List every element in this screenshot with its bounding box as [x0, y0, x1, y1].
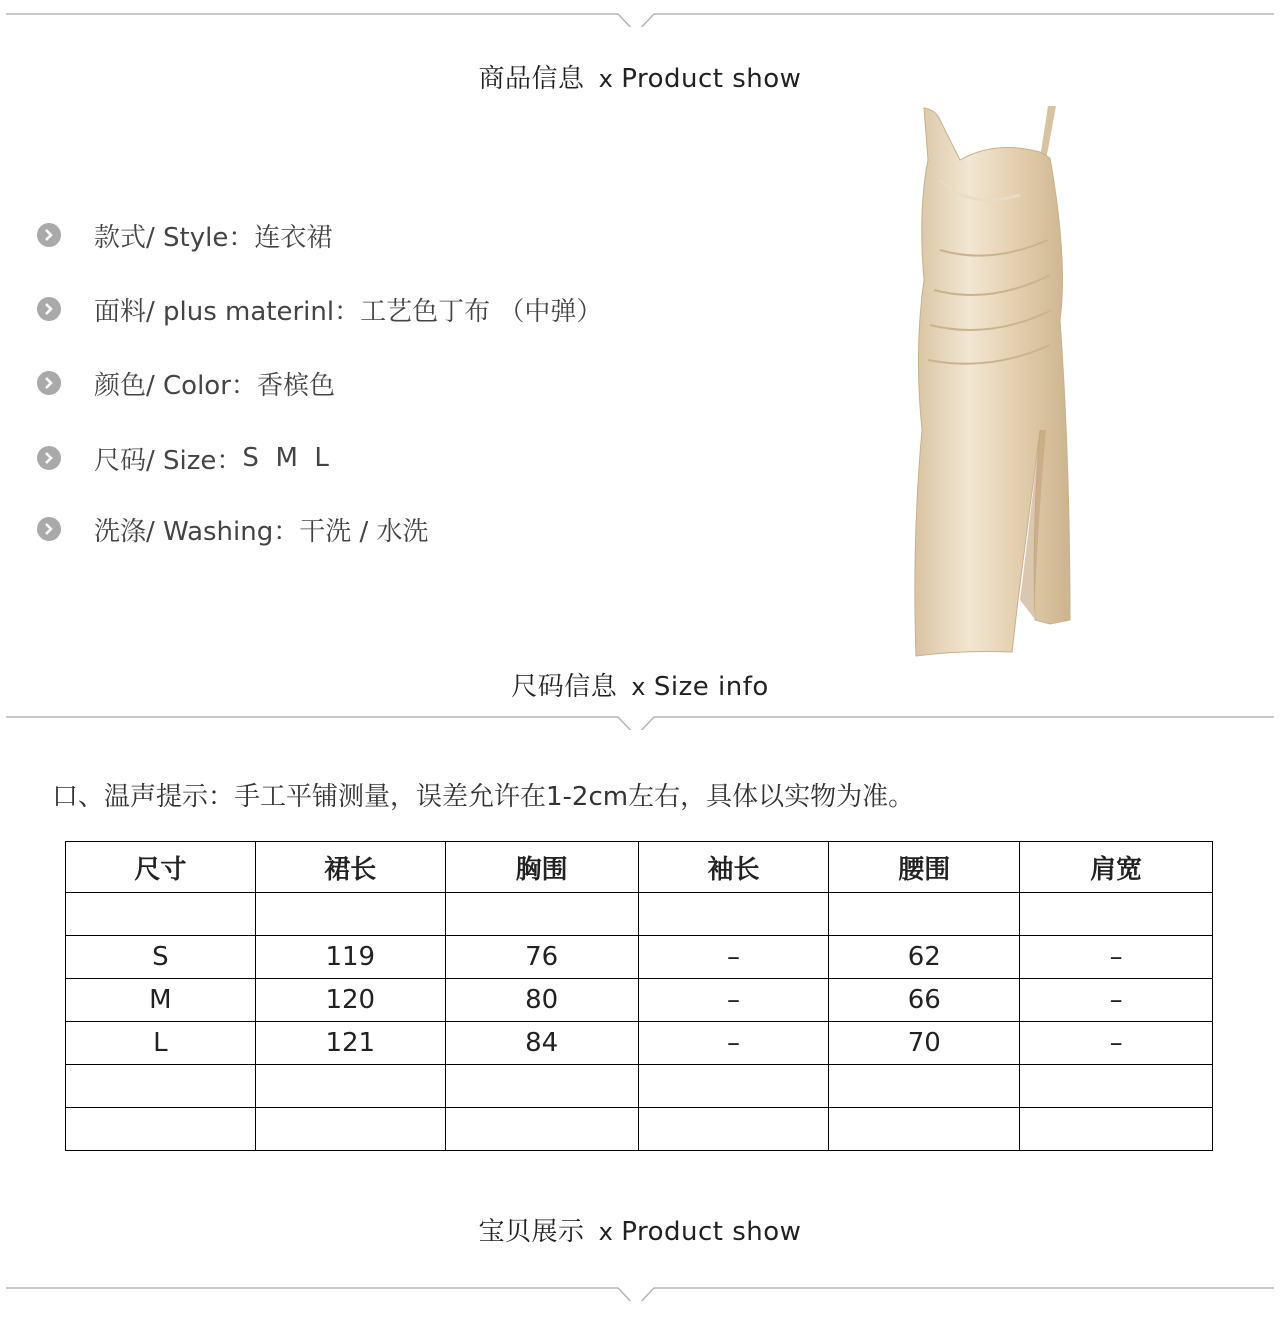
header-shoulder: 肩宽 — [1020, 842, 1213, 893]
spec-style-value: 连衣裙 — [254, 222, 333, 253]
table-cell — [66, 1065, 256, 1108]
table-cell: 119 — [255, 936, 445, 979]
chevron-right-circle-icon — [36, 296, 62, 322]
chevron-right-circle-icon — [36, 370, 62, 396]
spec-colon: ： — [230, 370, 257, 401]
table-cell — [1020, 893, 1213, 936]
spec-size-value: S M L — [242, 443, 329, 473]
header-length: 裙长 — [255, 842, 445, 893]
size-table-header-row — [66, 842, 1213, 893]
spec-style-label: 款式/ Style — [94, 222, 229, 253]
section-divider-middle — [0, 704, 1280, 730]
table-cell: 120 — [255, 979, 445, 1022]
header-waist: 腰围 — [829, 842, 1020, 893]
spec-colon: ： — [273, 516, 300, 547]
product-info-heading-cn: 商品信息 — [478, 64, 585, 94]
heading-x: x — [598, 65, 614, 93]
spec-material-value: 工艺色丁布 （中弹） — [360, 296, 603, 327]
table-cell: – — [638, 936, 829, 979]
chevron-right-circle-icon — [36, 516, 62, 542]
table-cell — [66, 1108, 256, 1151]
spec-washing-label: 洗涤/ Washing — [94, 516, 274, 547]
table-cell — [829, 1065, 1020, 1108]
spec-colon: ： — [334, 296, 361, 327]
table-cell — [66, 893, 256, 936]
measurement-notice: 口、温声提示：手工平铺测量，误差允许在1-2cm左右，具体以实物为准。 — [52, 782, 915, 812]
table-row — [66, 1022, 1213, 1065]
chevron-right-circle-icon — [36, 445, 62, 471]
table-cell: – — [1020, 936, 1213, 979]
table-row — [66, 1108, 1213, 1151]
table-cell — [638, 1108, 829, 1151]
spec-style — [36, 220, 333, 253]
table-cell — [445, 893, 638, 936]
table-cell — [1020, 1108, 1213, 1151]
spec-washing-value: 干洗 / 水洗 — [299, 516, 429, 547]
table-row — [66, 936, 1213, 979]
table-cell: 84 — [445, 1022, 638, 1065]
section-divider-bottom — [0, 1275, 1280, 1301]
heading-x: x — [631, 673, 646, 701]
header-sleeve: 袖长 — [638, 842, 829, 893]
spec-material — [36, 294, 603, 327]
table-cell — [829, 1108, 1020, 1151]
size-table — [65, 841, 1213, 1151]
size-info-heading-cn: 尺码信息 — [511, 672, 618, 702]
table-row — [66, 893, 1213, 936]
table-cell: M — [66, 979, 256, 1022]
spec-color-value: 香槟色 — [256, 370, 335, 401]
table-cell: L — [66, 1022, 256, 1065]
spec-color — [36, 368, 335, 401]
size-info-heading-en: Size info — [653, 672, 769, 702]
table-cell: – — [1020, 1022, 1213, 1065]
display-heading — [0, 1211, 1280, 1248]
chevron-right-circle-icon — [36, 222, 62, 248]
table-cell: 121 — [255, 1022, 445, 1065]
table-cell — [638, 893, 829, 936]
table-cell — [255, 1108, 445, 1151]
product-info-heading — [0, 58, 1280, 95]
spec-washing — [36, 514, 429, 547]
size-info-heading — [0, 666, 1280, 703]
table-cell: – — [638, 979, 829, 1022]
table-cell — [829, 893, 1020, 936]
display-heading-cn: 宝贝展示 — [478, 1217, 585, 1247]
table-cell: 70 — [829, 1022, 1020, 1065]
table-cell: – — [1020, 979, 1213, 1022]
spec-colon: ： — [216, 445, 243, 476]
table-cell — [1020, 1065, 1213, 1108]
spec-material-label: 面料/ plus materinl — [94, 296, 335, 327]
table-cell — [445, 1108, 638, 1151]
heading-x: x — [598, 1218, 614, 1246]
spec-color-label: 颜色/ Color — [94, 370, 231, 401]
table-cell — [638, 1065, 829, 1108]
table-cell: 76 — [445, 936, 638, 979]
table-cell: 66 — [829, 979, 1020, 1022]
spec-size-label: 尺码/ Size — [94, 445, 217, 476]
table-row — [66, 979, 1213, 1022]
table-cell: 62 — [829, 936, 1020, 979]
product-photo-dress — [900, 100, 1090, 660]
table-cell — [445, 1065, 638, 1108]
spec-size — [36, 443, 329, 476]
table-row — [66, 1065, 1213, 1108]
display-heading-en: Product show — [621, 1217, 802, 1247]
header-size: 尺寸 — [66, 842, 256, 893]
table-cell: 80 — [445, 979, 638, 1022]
table-cell: S — [66, 936, 256, 979]
spec-colon: ： — [228, 222, 255, 253]
table-cell — [255, 1065, 445, 1108]
table-cell: – — [638, 1022, 829, 1065]
section-divider-top — [0, 1, 1280, 27]
product-info-heading-en: Product show — [621, 64, 802, 94]
table-cell — [255, 893, 445, 936]
header-bust: 胸围 — [445, 842, 638, 893]
